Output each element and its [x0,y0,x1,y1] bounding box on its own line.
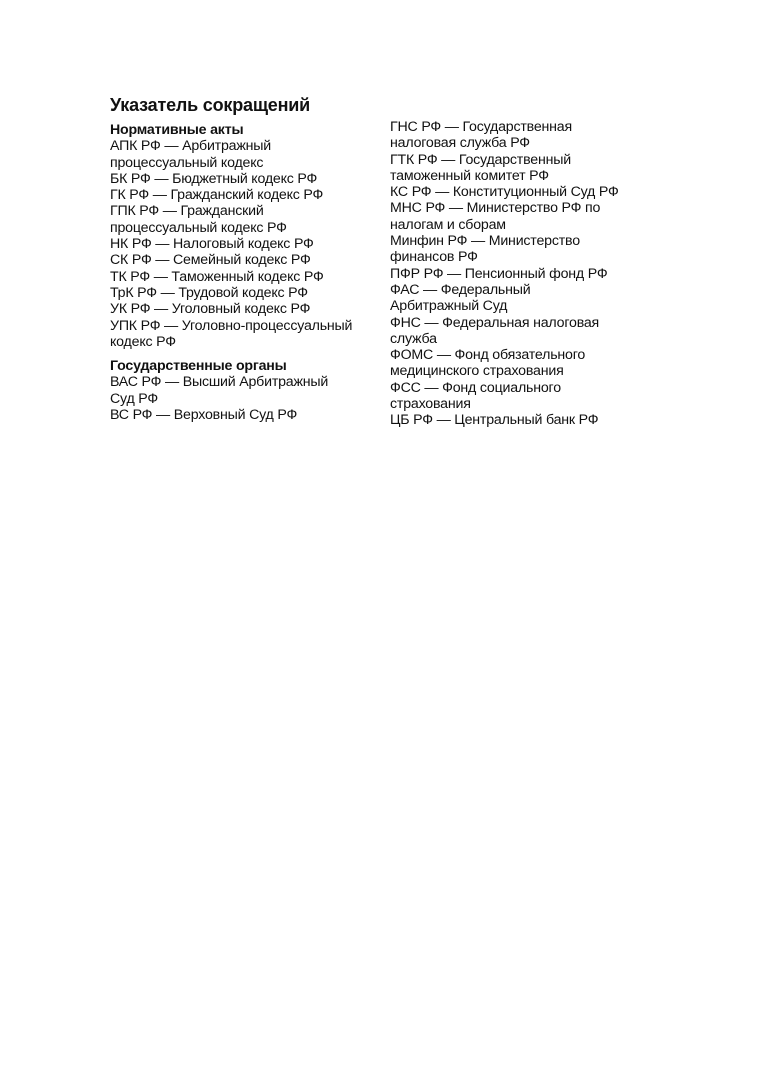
abbreviation-entry [390,184,665,200]
abbreviation-entry [390,282,665,315]
abbreviation-line: процессуальный кодекс [110,154,264,171]
abbreviation-entry [110,187,385,203]
abbreviation-entry [110,171,385,187]
abbreviation-line: СК РФ — Семейный кодекс РФ [110,252,311,269]
page-title: Указатель сокращений [110,95,311,115]
abbreviation-entry [110,252,385,268]
abbreviation-line: налоговая служба РФ [390,135,530,152]
abbreviation-line: ПФР РФ — Пенсионный фонд РФ [390,265,608,282]
abbreviation-entry [110,203,385,236]
abbreviation-entry [390,266,665,282]
abbreviation-entry [390,347,665,380]
abbreviation-line: УК РФ — Уголовный кодекс РФ [110,301,311,318]
abbreviation-line: НК РФ — Налоговый кодекс РФ [110,236,314,253]
abbreviation-entry [390,412,665,428]
abbreviation-line: АПК РФ — Арбитражный [110,138,271,155]
abbreviation-line: ФАС — Федеральный [390,281,531,298]
abbreviation-line: ГТК РФ — Государственный [390,151,571,168]
abbreviation-entry [390,152,665,185]
abbreviation-line: служба [390,330,437,347]
abbreviation-entry [110,138,385,171]
abbreviation-entry [390,233,665,266]
abbreviation-line: КС РФ — Конституционный Суд РФ [390,184,619,201]
abbreviation-line: Минфин РФ — Министерство [390,233,580,250]
abbreviation-entry [390,200,665,233]
abbreviation-line: Арбитражный Суд [390,298,508,315]
abbreviation-line: ФНС — Федеральная налоговая [390,314,600,331]
abbreviation-line: кодекс РФ [110,333,176,350]
abbreviation-line: МНС РФ — Министерство РФ по [390,200,601,217]
section-spacer [110,350,385,358]
left-column [110,122,385,423]
abbreviation-line: ВАС РФ — Высший Арбитражный [110,374,329,391]
abbreviation-line: ТрК РФ — Трудовой кодекс РФ [110,284,308,301]
abbreviation-line: процессуальный кодекс РФ [110,219,287,236]
abbreviation-entry [390,119,665,152]
abbreviation-entry [110,374,385,407]
abbreviation-entry [390,315,665,348]
abbreviation-entry [110,236,385,252]
abbreviation-line: финансов РФ [390,249,478,266]
abbreviation-line: медицинского страхования [390,363,564,380]
abbreviation-entry [110,301,385,317]
abbreviation-line: ФСС — Фонд социального [390,379,561,396]
abbreviation-line: ЦБ РФ — Центральный банк РФ [390,412,599,429]
section-heading: Государственные органы [110,358,287,375]
abbreviation-line: Суд РФ [110,390,158,407]
abbreviation-line: ВС РФ — Верховный Суд РФ [110,407,298,424]
abbreviation-entry [110,269,385,285]
abbreviation-line: ТК РФ — Таможенный кодекс РФ [110,268,324,285]
right-column [390,119,665,429]
abbreviation-line: УПК РФ — Уголовно-процессуальный [110,317,353,334]
abbreviation-entry [110,285,385,301]
section-heading: Нормативные акты [110,122,244,138]
abbreviation-line: БК РФ — Бюджетный кодекс РФ [110,170,318,187]
abbreviation-entry [110,407,385,423]
abbreviation-line: ФОМС — Фонд обязательного [390,347,586,364]
abbreviation-line: ГПК РФ — Гражданский [110,203,264,220]
abbreviation-line: налогам и сборам [390,216,506,233]
abbreviation-entry [390,380,665,413]
abbreviation-line: ГК РФ — Гражданский кодекс РФ [110,187,324,204]
abbreviation-line: ГНС РФ — Государственная [390,119,572,135]
abbreviation-line: страхования [390,396,471,413]
abbreviation-line: таможенный комитет РФ [390,167,549,184]
abbreviation-entry [110,318,385,351]
